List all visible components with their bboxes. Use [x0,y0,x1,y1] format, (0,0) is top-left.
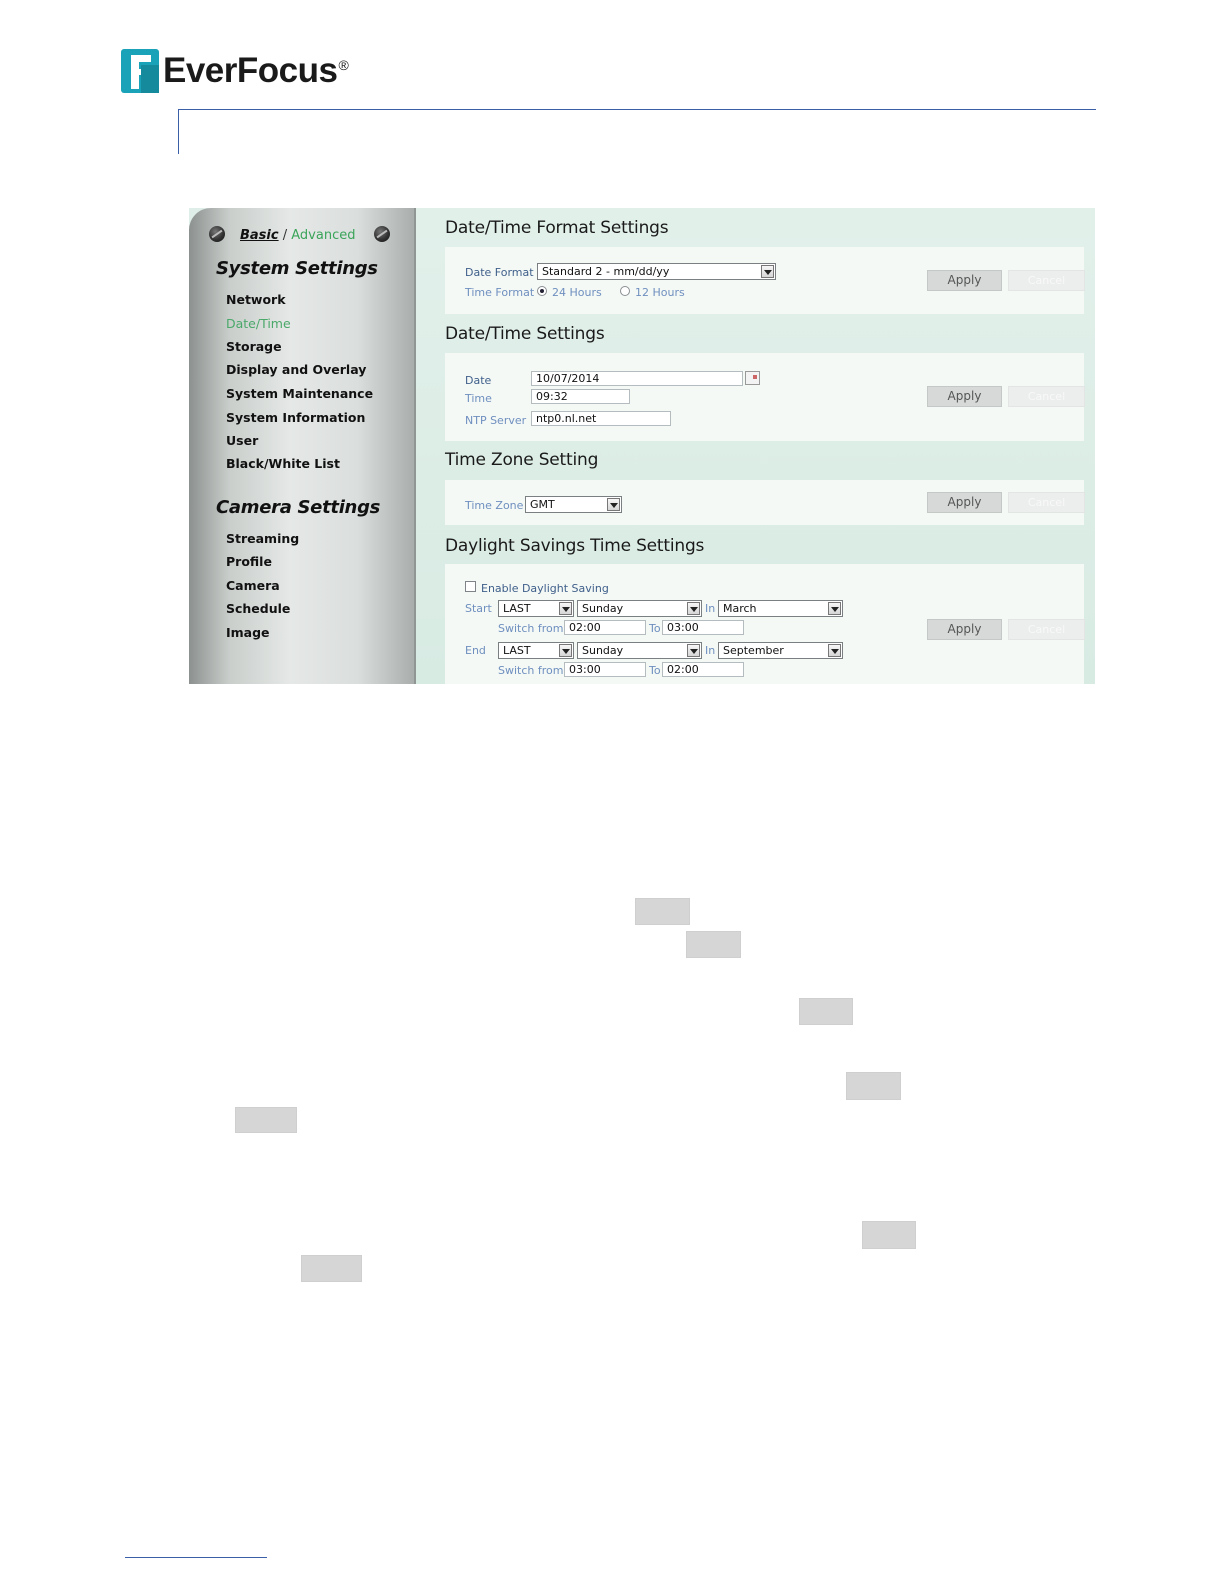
dst-end-in-label: In [705,644,716,657]
system-settings-title: System Settings [216,258,378,279]
time-label: Time [465,392,492,405]
dst-end-month-value: September [723,644,784,657]
timezone-select[interactable] [525,496,622,513]
date-format-label: Date Format [465,266,534,279]
mode-basic-link[interactable]: Basic [240,228,279,243]
everfocus-logo [121,48,349,94]
dst-start-day-select[interactable] [577,600,702,617]
format-section [445,247,1084,314]
datetime-apply-button[interactable]: Apply [927,386,1002,407]
inline-button-placeholder [862,1221,916,1249]
sidebar-item-network[interactable]: Network [226,292,286,307]
inline-button-placeholder [686,931,741,958]
timezone-section-title: Time Zone Setting [445,450,599,470]
dst-start-switch-from-label: Switch from [498,622,564,635]
ntp-server-label: NTP Server [465,414,527,427]
datetime-section [445,353,1084,441]
mode-switch [240,228,355,243]
sidebar-item-system-maintenance[interactable]: System Maintenance [226,386,374,401]
timezone-section [445,480,1084,525]
date-field[interactable]: 10/07/2014 [531,371,743,386]
inline-button-placeholder [235,1107,297,1133]
radio-12-hours-label: 12 Hours [635,286,685,299]
sidebar-item-schedule[interactable]: Schedule [226,601,291,616]
chevron-down-icon [828,644,841,657]
dst-start-from-field[interactable]: 02:00 [564,620,646,635]
sidebar-item-datetime[interactable]: Date/Time [226,316,291,331]
format-section-title: Date/Time Format Settings [445,218,669,238]
enable-dst-label: Enable Daylight Saving [481,582,609,595]
timezone-label: Time Zone [465,499,524,512]
inline-button-placeholder [846,1072,901,1100]
chevron-down-icon [828,602,841,615]
mode-separator: / [278,228,292,243]
time-field[interactable]: 09:32 [531,389,630,404]
dst-end-day-select[interactable] [577,642,702,659]
dst-start-to-field[interactable]: 03:00 [662,620,744,635]
timezone-value: GMT [530,498,555,511]
ntp-server-field[interactable]: ntp0.nl.net [531,411,671,426]
dst-start-in-label: In [705,602,716,615]
chevron-down-icon [687,602,700,615]
sidebar-item-black-white-list[interactable]: Black/White List [226,456,340,471]
date-format-select[interactable] [537,263,776,280]
dst-end-month-select[interactable] [718,642,843,659]
footer-rule [125,1557,267,1558]
camera-settings-title: Camera Settings [216,497,381,518]
dst-start-week-select[interactable] [498,600,574,617]
sidebar-item-camera[interactable]: Camera [226,578,280,593]
mode-advanced-link[interactable]: Advanced [291,228,356,243]
format-cancel-button[interactable]: Cancel [1008,270,1085,291]
enable-dst-checkbox[interactable] [465,581,476,592]
dst-cancel-button[interactable]: Cancel [1008,619,1085,640]
sidebar [189,208,416,684]
dst-end-week-value: LAST [503,644,531,657]
timezone-cancel-button[interactable]: Cancel [1008,492,1085,513]
dst-start-day-value: Sunday [582,602,624,615]
chevron-down-icon [761,265,774,278]
sidebar-item-image[interactable]: Image [226,625,270,640]
chevron-down-icon [559,644,572,657]
header-rule [178,109,1096,110]
dst-end-switch-from-label: Switch from [498,664,564,677]
radio-24-hours-label: 24 Hours [552,286,602,299]
everfocus-logo-icon [121,49,159,93]
sidebar-item-display-overlay[interactable]: Display and Overlay [226,362,367,377]
dst-end-week-select[interactable] [498,642,574,659]
date-label: Date [465,374,492,387]
dst-start-week-value: LAST [503,602,531,615]
sidebar-item-profile[interactable]: Profile [226,554,272,569]
timezone-apply-button[interactable]: Apply [927,492,1002,513]
dst-end-from-field[interactable]: 03:00 [564,662,646,677]
datetime-settings-screenshot [189,208,1095,684]
dst-section [445,564,1084,684]
sidebar-item-streaming[interactable]: Streaming [226,531,300,546]
settings-main [416,208,1095,684]
radio-12-hours[interactable] [620,286,630,296]
date-format-value: Standard 2 - mm/dd/yy [542,265,670,278]
sidebar-item-system-information[interactable]: System Information [226,410,366,425]
radio-24-hours[interactable] [537,286,547,296]
datetime-cancel-button[interactable]: Cancel [1008,386,1085,407]
dst-section-title: Daylight Savings Time Settings [445,536,705,556]
datetime-section-title: Date/Time Settings [445,324,605,344]
brand-registered-mark: ® [338,57,349,73]
chevron-down-icon [559,602,572,615]
inline-button-placeholder [799,998,853,1025]
dst-end-day-value: Sunday [582,644,624,657]
sidebar-item-storage[interactable]: Storage [226,339,282,354]
brand-name: EverFocus [163,51,338,90]
dst-end-to-label: To [649,664,661,677]
chevron-down-icon [687,644,700,657]
dst-start-label: Start [465,602,492,615]
dst-end-to-field[interactable]: 02:00 [662,662,744,677]
dst-apply-button[interactable]: Apply [927,619,1002,640]
format-apply-button[interactable]: Apply [927,270,1002,291]
time-format-label: Time Format [465,286,535,299]
chevron-down-icon [607,498,620,511]
sidebar-item-user[interactable]: User [226,433,259,448]
inline-button-placeholder [635,898,690,925]
dst-end-label: End [465,644,486,657]
dst-start-to-label: To [649,622,661,635]
screw-icon [374,226,390,242]
screw-icon [209,226,225,242]
inline-button-placeholder [301,1255,362,1282]
dst-start-month-select[interactable] [718,600,843,617]
header-rule-left [178,109,179,154]
dst-start-month-value: March [723,602,757,615]
calendar-icon[interactable] [745,371,760,385]
